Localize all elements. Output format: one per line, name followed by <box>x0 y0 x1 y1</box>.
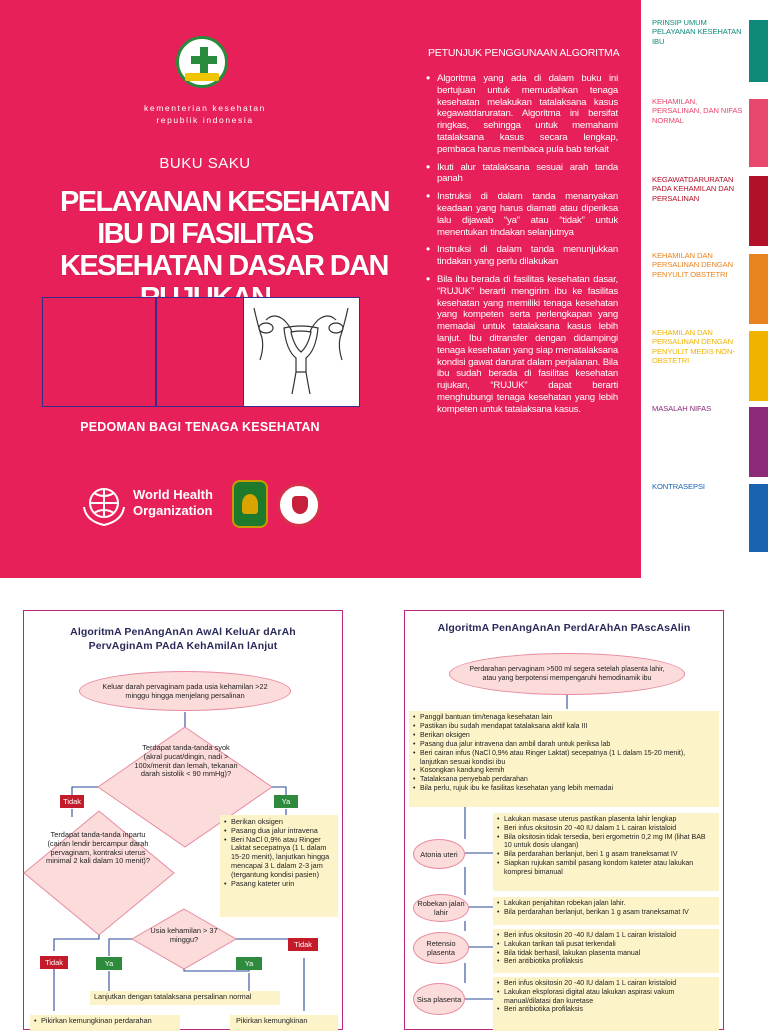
partner-logo-right <box>277 483 321 527</box>
bottom-left-box: • Pikirkan kemungkinan perdarahan <box>30 1015 180 1031</box>
answer-tidak: Tidak <box>288 938 318 951</box>
cause-retensio: Retensio plasenta <box>413 932 469 964</box>
ministry-name: kementerian kesehatan republik indonesia <box>144 103 266 125</box>
answer-ya: Ya <box>236 957 262 970</box>
decision-gestation-text: Usia kehamilan > 37 minggu? <box>150 926 218 944</box>
answer-tidak: Tidak <box>60 795 84 808</box>
chapter-tab-6[interactable] <box>749 407 768 477</box>
cause-robekan: Robekan jalan lahir <box>413 894 469 922</box>
who-emblem-icon <box>80 483 128 527</box>
instruction-item: • Algoritma yang ada di dalam buku ini bertujuan untuk memudahkan tenaga kesehatan melakukan tatalaksana kasus kegawatdaruratan. Algoritma ini bersifat ringkas, sehingga untuk memahami tatalaksana kasus secara lengkap, pembaca harus membaca pula bab terkait <box>426 73 618 156</box>
nav-item-prinsip-umum[interactable]: PRINSIP UMUM PELAYANAN KESEHATAN IBU <box>652 18 742 46</box>
instructions-title: PETUNJUK PENGGUNAAN ALGORITMA <box>428 47 620 59</box>
initial-actions-box: • Panggil bantuan tim/tenaga kesehatan lain • Pastikan ibu sudah mendapat tatalaksana aktif kala III • Berikan oksigen • Pasang dua jalur intravena dan ambil darah untuk periksa lab • Beri cairan infus (NaCl 0,9% atau Ringer Laktat) secepatnya (1 L dalam 15-20 menit), lanjutkan sesuai kondisi ibu • Kosongkan kandung kemih • Tatalaksana penyebab perdarahan • Bila perlu, rujuk ibu ke fasilitas kesehatan yang lebih memadai <box>409 711 719 807</box>
instruction-item: • Bila ibu berada di fasilitas kesehatan dasar, “RUJUK” berarti mengirim ibu ke fasilitas kesehatan yang memiliki tenaga kesehatan yang kompeten serta perlengkapan yang memadai untuk tatalaksana kasus lebih lanjut. Ibu ditransfer dengan didampingi tenaga kesehatan yang siap menatalaksana kondisi gawat darurat dalam perjalanan. Bila ibu sudah berada di fasilitas kesehatan rujukan, “RUJUK” dapat berarti menghubungi tenaga kesehatan yang lebih kompeten untuk tatalaksana kasus. <box>426 274 618 416</box>
series-label: BUKU SAKU <box>159 155 251 172</box>
chapter-tab-3[interactable] <box>749 176 768 246</box>
nav-item-kontrasepsi[interactable]: KONTRASEPSI <box>652 482 705 491</box>
cause-sisa-plasenta: Sisa plasenta <box>413 983 465 1015</box>
cover-subtitle: PEDOMAN BAGI TENAGA KESEHATAN <box>80 420 320 434</box>
decision-shock-text: Terdapat tanda-tanda syok (akral pucat/dingin, nadi > 100x/menit dan lemah, tekanan darah sistolik < 90 mmHg)? <box>134 743 238 779</box>
nav-item-kegawatdaruratan[interactable]: KEGAWATDARURATAN PADA KEHAMILAN DAN PERSALINAN <box>652 175 735 203</box>
instruction-item: • Ikuti alur tatalaksana sesuai arah tanda panah <box>426 162 618 186</box>
chapter-tab-7[interactable] <box>749 484 768 552</box>
nav-item-penyulit-medis[interactable]: KEHAMILAN DAN PERSALINAN DENGAN PENYULIT MEDIS NON-OBSTETRI <box>652 328 735 366</box>
answer-ya: Ya <box>96 957 122 970</box>
start-node: Keluar darah pervaginam pada usia kehamilan >22 minggu hingga menjelang persalinan <box>79 671 291 711</box>
robekan-actions-box: • Lakukan penjahitan robekan jalan lahir. • Bila perdarahan berlanjut, berikan 1 g asam traneksamat IV <box>493 897 719 925</box>
retensio-actions-box: • Beri infus oksitosin 20 -40 IU dalam 1 L cairan kristaloid • Lakukan tarikan tali pusat terkendali • Bila tidak berhasil, lakukan plasenta manual • Beri antibiotika profilaksis <box>493 929 719 973</box>
shock-actions-box: • Berikan oksigen • Pasang dua jalur intravena • Beri NaCl 0,9% atau Ringer Laktat secepatnya (1 L dalam 15-20 menit), lanjutkan hingga mencapai 3 L dalam 2-3 jam (tergantung kondisi pasien) • Pasang kateter urin <box>220 815 338 917</box>
uterus-illustration <box>243 298 359 406</box>
bakti-husada-logo <box>176 36 228 88</box>
start-node: Perdarahan pervaginam >500 ml segera setelah plasenta lahir, atau yang berpotensi mempengaruhi hemodinamik ibu <box>449 653 685 695</box>
instructions-list <box>426 73 618 422</box>
sisa-plasenta-actions-box: • Beri infus oksitosin 20 -40 IU dalam 1 L cairan kristaloid • Lakukan eksplorasi digital atau lakukan aspirasi vakum manual/dilatasi dan kuretase • Beri antibiotika profilaksis <box>493 977 719 1031</box>
bottom-right-box: Pikirkan kemungkinan <box>230 1015 338 1031</box>
cause-atonia: Atonia uteri <box>413 839 465 869</box>
answer-tidak: Tidak <box>40 956 68 969</box>
cover-illustration <box>42 297 360 407</box>
book-title: PELAYANAN KESEHATAN IBU DI FASILITAS KESEHATAN DASAR DAN <box>60 186 389 282</box>
chapter-tab-2[interactable] <box>749 99 768 167</box>
algorithm-title: AlgoritmA PenAngAnAn AwAl KeluAr dArAh PervAginAm PAdA KehAmilAn lAnjut <box>70 626 296 652</box>
uterus-icon <box>244 298 358 404</box>
chapter-tab-4[interactable] <box>749 254 768 324</box>
who-logo <box>80 483 128 527</box>
nav-item-kehamilan-normal[interactable]: KEHAMILAN, PERSALINAN, DAN NIFAS NORMAL <box>652 97 743 125</box>
answer-ya: Ya <box>274 795 298 808</box>
chapter-tab-1[interactable] <box>749 20 768 82</box>
decision-inpartu-text: Terdapat tanda-tanda inpartu (cairan lendir bercampur darah pervaginam, kontraksi uterus minimal 2 kali dalam 10 menit)? <box>46 830 150 866</box>
nav-item-masalah-nifas[interactable]: MASALAH NIFAS <box>652 404 712 413</box>
who-wordmark: World Health Organization <box>133 487 213 518</box>
postpartum-hemorrhage-algorithm <box>404 610 724 1030</box>
instruction-item: • Instruksi di dalam tanda menunjukkan tindakan yang perlu dilakukan <box>426 244 618 268</box>
partner-logo-left <box>232 480 268 528</box>
antepartum-bleeding-algorithm <box>23 610 343 1030</box>
instruction-item: • Instruksi di dalam tanda menanyakan keadaan yang harus diamati atau diperiksa lalu dijawab “ya” atau “tidak” untuk menentukan tindakan selanjutnya <box>426 191 618 238</box>
nav-item-penyulit-obstetri[interactable]: KEHAMILAN DAN PERSALINAN DENGAN PENYULIT OBSTETRI <box>652 251 734 279</box>
normal-labor-box: Lanjutkan dengan tatalaksana persalinan normal <box>90 991 280 1005</box>
algorithm-title: AlgoritmA PenAngAnAn PerdArAhAn PAscAsAlin <box>437 622 691 634</box>
atonia-actions-box: • Lakukan masase uterus pastikan plasenta lahir lengkap • Beri infus oksitosin 20 -40 IU dalam 1 L cairan kristaloid • Bila oksitosin tidak tersedia, beri ergometrin 0,2 mg IM (lihat BAB 10 untuk dosis ulangan) • Bila perdarahan berlanjut, beri 1 g asam traneksamat IV • Siapkan rujukan sambil pasang kondom kateter atau lakukan kompresi bimanual <box>493 813 719 891</box>
chapter-tab-5[interactable] <box>749 331 768 401</box>
